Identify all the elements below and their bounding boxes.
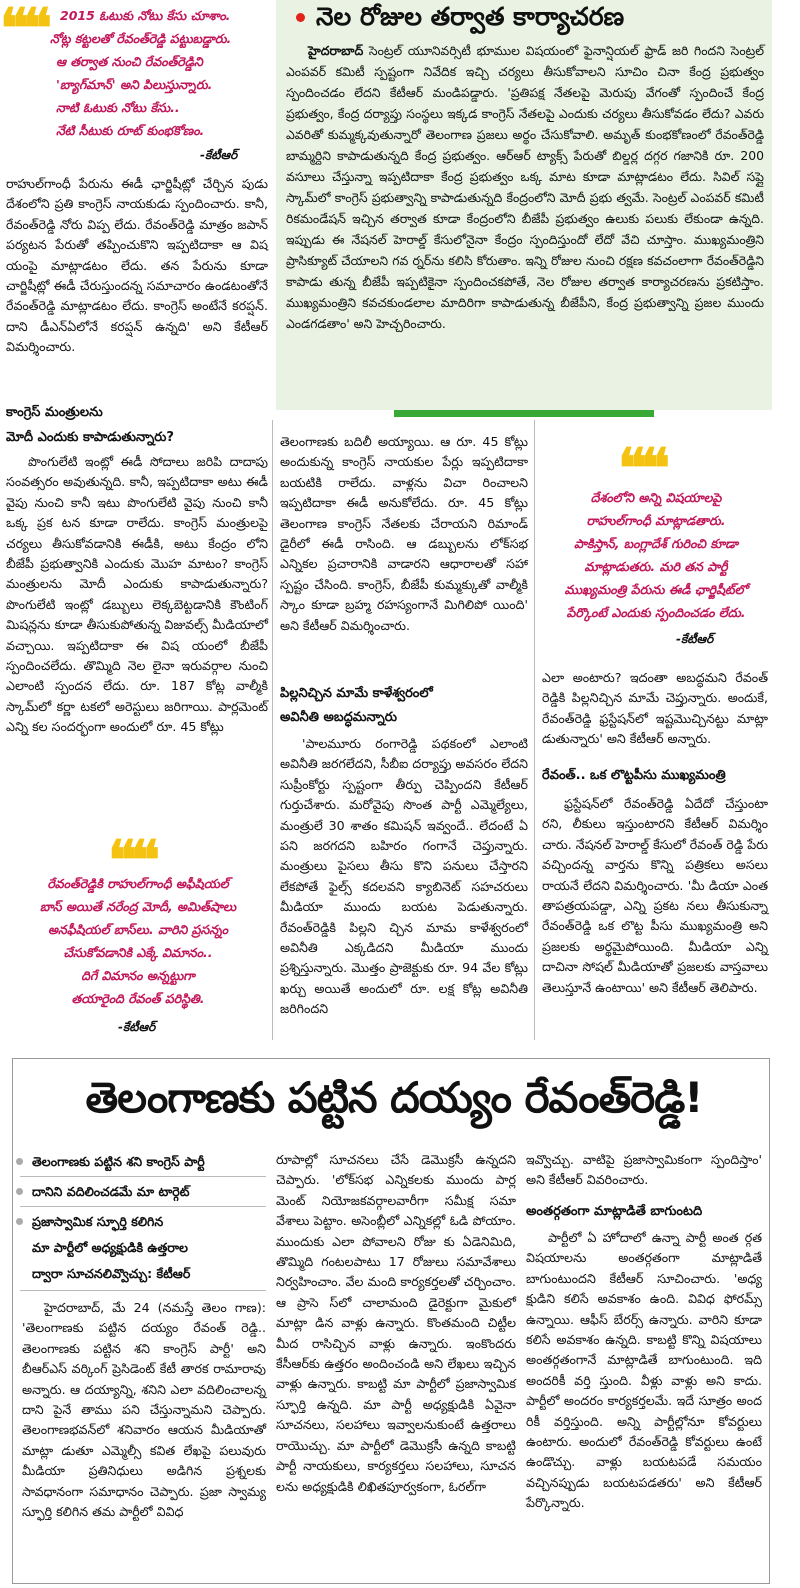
- col1-text-2: పొంగులేటి ఇంట్లో ఈడీ సోదాలు జరిపి దాదాపు సంవత్సరం అవుతున్నది. కానీ, ఇప్పటిదాకా అటు ఈడీ వైపు నుంచి కానీ ఇటు పొంగులేటి వైపు నుంచి కానీ ఒక్క ప్రక టన కూడా రాలేదు. కాంగ్రెస్ మంత్రులపై చర్యలు తీసుకోవడానికి ఈడీకి, అటు కేంద్రం లోని బీజేపీ ప్రభుత్వానికి ఎందుకు మొహ మాటం? కాంగ్రెస్ మంత్రులను మోదీ ఎందుకు కాపాడుతున్నారు? పొంగులేటి ఇంట్లో డబ్బులు లెక్కబెట్టడానికి కౌంటింగ్ మిషన్లను కూడా తీసుకుపోతున్న విజువల్స్ మీడియాలో వచ్చాయి. ఇప్పటిదాకా ఈ విష యంలో బీజేపీ స్పందించలేదు. తొమ్మిది నెల లైనా ఇరువర్గాల నుంచి ఎలాంటి స్పందన లేదు. రూ. 187 కోట్ల వాల్మీకి స్కామ్‌లో కర్ణా టకలో అరెస్టులు జరిగాయి. పార్లమెంట్ ఎన్ని కల సందర్భంగా అందులో రూ. 45 కోట్లు: [6, 454, 268, 735]
- col2-text-2: 'పాలమూరు రంగారెడ్డి పథకంలో ఎలాంటి అవినీతి జరగలేదని, సీబీఐ దర్యాప్తు అవసరం లేదని సుప్రీంకోర్టు స్పష్టంగా తీర్పు చెప్పిందని కేటీఆర్ గుర్తుచేశారు. మరోవైపు సొంత పార్టీ ఎమ్మెల్యేలు, మంత్రులే 30 శాతం కమిషన్ ఇవ్వందే.. లేదంటే ఏ పని జరగదని బహిరం గంగానే చెప్తున్నారు. మంత్రులు పైసలు తీసు కొని పనులు చేస్తారని లేకపోతే ఫైల్స్ కదలవని క్యాబినెట్ సహచరులు మీడియా ముందు బయట పెడుతున్నారు. రేవంత్‌రెడ్డికి పిల్లని చ్చిన మామ కాళేశ్వరంలో అవినీతి ఎక్కడిదని మీడియా ముందు ప్రశ్నిస్తున్నారు. మొత్తం ప్రాజెక్టుకు రూ. 94 వేల కోట్లు ఖర్చు అయితే అందులో రూ. లక్ష కోట్ల అవినీతి జరిగిందని: [280, 736, 528, 1017]
- pull-quote-3-line: ముఖ్యమంత్రి పేరును ఈడీ ఛార్జిషీట్‌లో: [564, 582, 748, 597]
- quote-mark-3: ❝❝: [618, 436, 665, 500]
- col3-text-1: ఎలా అంటారు? ఇదంతా అబద్ధమని రేవంత్ రెడ్డికి పిల్లనిచ్చిన మామే చెప్తున్నారు. అందుకే, రేవంత్‌రెడ్డి ఫ్రస్టేషన్‌లో ఇష్టమొచ్చినట్టు మాట్లా డుతున్నారు' అని కేటీఆర్ అన్నారు.: [542, 670, 768, 747]
- pull-quote-3-line: మాట్లాడుతరు. మరి తన పార్టీ: [584, 559, 728, 574]
- bullet-dot-icon: [16, 1188, 23, 1195]
- bullet-dot-icon: [16, 1158, 23, 1165]
- bottom-bullet-text: ద్వారా సూచనలివ్వొచ్చు: కేటీఆర్: [32, 1266, 191, 1281]
- bullet-divider: [20, 1206, 266, 1207]
- bottom-bullet-text: ప్రజాస్వామిక స్ఫూర్తి కలిగిన: [32, 1214, 164, 1229]
- quote-mark-2: ❝❝: [108, 828, 155, 892]
- main-story-underline: [394, 410, 654, 417]
- col2-subheading-1: పిల్లనిచ్చిన మామే కాళేశ్వరంలో: [280, 686, 433, 701]
- headline-bullet: [296, 13, 305, 22]
- bottom-bullet: [32, 1212, 163, 1232]
- pull-quote-2-line: చేసుకోవడానికి ఎక్కే విమానం..: [63, 945, 213, 960]
- col1-text-1: రాహుల్‌గాంధీ పేరును ఈడీ ఛార్జిషీట్లో చేర్చిన పుడు దేశంలోని ప్రతి కాంగ్రెస్ నాయకుడు స్పందించారు. కానీ, రేవంత్‌రెడ్డి నోరు విప్ప లేదు. రేవంత్‌రెడ్డి మాత్రం జపాన్ పర్యటన పేరుతో తప్పించుకొని ఇప్పటిదాకా ఆ విష యంపై మాట్లాడటం లేదు. తన పేరును కూడా చార్జిషీట్లో ఈడీ చేరుస్తుందన్న సమాచారం ఉండటంతోనే రేవంత్‌రెడ్డి మాట్లాడటం లేదు. కాంగ్రెస్ అంటేనే కరప్షన్. దాని డీఎన్ఏలోనే కరప్షన్ ఉన్నది' అని కేటీఆర్ విమర్శించారు.: [6, 176, 268, 355]
- col1-subheading-2: మోదీ ఎందుకు కాపాడుతున్నారు?: [6, 430, 174, 445]
- pull-quote-2-line: బాస్ అయితే నరేంద్ర మోదీ, అమిత్‌షాలు: [39, 899, 237, 914]
- col3-text-2: ఫ్రస్టేషన్‌లో రేవంత్‌రెడ్డి ఏదేదో చేస్తుంటా రని, లీకులు ఇస్తుంటారని కేటీఆర్ విమర్శిం చారు. నేషనల్ హెరాల్డ్ కేసులో రేవంత్ రెడ్డి పేరు వచ్చిందన్న వార్తను కొన్ని పత్రికలు అసలు రాయనే లేదని విమర్శించారు. 'మీ డియా ఎంత తాపత్రయపడ్డా, ఎన్ని ప్రకట నలు తీసుకున్నా రేవంత్‌రెడ్డి ఒక లొట్ట పీసు ముఖ్యమంత్రి అని ప్రజలకు అర్థమైపోయింది. మీడియా ఎన్ని దాచినా సోషల్ మీడియాతో ప్రజలకు వాస్తవాలు తెలుస్తూనే ఉంటాయి' అని కేటీఆర్ తెలిపారు.: [542, 796, 768, 995]
- pull-quote-3: [540, 486, 772, 624]
- pull-quote-1-line: నాటి ఓటుకు నోటు కేసు..: [56, 100, 180, 115]
- bottom-bullet-text: తెలంగాణకు పట్టిన శని కాంగ్రెస్ పార్టీ: [32, 1154, 205, 1169]
- bullet-divider: [20, 1176, 266, 1177]
- bottom-col3-text-2: పార్టీలో ఏ హోదాలో ఉన్నా పార్టీ అంత ర్గత విషయాలను అంతర్గతంగా మాట్లాడితే బాగుంటుందని కేటీఆర్ సూచించారు. 'అధ్య క్షుడిని కలిసే అవకాశం ఉంది. వివిధ ఫోరమ్స్ ఉన్నాయి. ఆఫీస్ బేరర్స్ ఉన్నారు. వారిని కూడా కలిసే అవకాశం ఉన్నది. కాబట్టి కొన్ని విషయాలు అంతర్గతంగానే మాట్లాడితే బాగుంటుంది. ఇది అందరికీ వర్తి స్తుంది. వీళ్లు వాళ్లు అని కాదు. పార్టీలో అందరం కార్యకర్తలమే. ఇదే సూత్రం అంద రికీ వర్తిస్తుంది. అన్ని పార్టీల్లోనూ కోవర్టులు ఉంటారు. అందులో రేవంత్‌రెడ్డి కోవర్టులు ఉంటే ఉండొచ్చు. వాళ్లు బయటపడే సమయం వచ్చినప్పుడు బయటపడతరు' అని కేటీఆర్ పేర్కొన్నారు.: [526, 1230, 762, 1511]
- bottom-col3-text-1: ఇవ్వొచ్చు. వాటిపై ప్రజాస్వామికంగా స్పందిస్తాం' అని కేటీఆర్ వివరించారు.: [526, 1152, 762, 1188]
- pull-quote-1: [50, 4, 274, 142]
- main-story-headline: నెల రోజుల తర్వాత కార్యాచరణ: [316, 2, 625, 31]
- pull-quote-2-line: తయారైంది రేవంత్ పరిస్థితి.: [71, 991, 205, 1006]
- column-divider: [534, 420, 535, 1040]
- col1-subheading-1: కాంగ్రెస్ మంత్రులను: [6, 405, 103, 420]
- pull-quote-3-line: రాహుల్‌గాంధీ మాట్లాడతారు.: [586, 513, 726, 528]
- bottom-story-headline: తెలంగాణకు పట్టిన దయ్యం రేవంత్‌రెడ్డి!: [85, 1073, 703, 1122]
- bottom-bullet: [32, 1152, 205, 1172]
- pull-quote-1-line: నేటి సీటుకు రూట్ కుంభకోణం.: [56, 123, 205, 138]
- bottom-bullet: [32, 1182, 189, 1202]
- col3-subheading: రేవంత్.. ఒక లొట్టపీసు ముఖ్యమంత్రి: [542, 768, 726, 783]
- bullet-divider: [20, 1290, 266, 1291]
- pull-quote-1-signature: -కేటీఆర్: [200, 148, 238, 162]
- pull-quote-1-line: 2015 ఓటుకు నోటు కేసు చూశాం.: [60, 8, 231, 23]
- bottom-bullet-continued: [32, 1264, 190, 1284]
- bottom-col1-text: హైదరాబాద్, మే 24 (నమస్తే తెలం గాణ): 'తెలంగాణకు పట్టిన దయ్యం రేవంత్ రెడ్డి.. తెలంగాణకు పట్టిన శని కాంగ్రెస్ పార్టీ' అని బీఆర్ఎస్ వర్కింగ్ ప్రెసిడెంట్ కేటీ తారక రామారావు అన్నారు. ఆ దయ్యాన్ని, శనిని ఎలా వదిలించాలన్న దాని పైనే తాము పని చేస్తున్నామని చెప్పారు. తెలంగాణభవన్‌లో శనివారం ఆయన మీడియాతో మాట్లా డుతూ ఎమ్మెల్సీ కవిత లేఖపై పలువురు మీడియా ప్రతినిధులు అడిగిన ప్రశ్నలకు సావధానంగా సమాధానం చెప్పారు. ప్రజా స్వామ్య స్ఫూర్తి కలిగిన తమ పార్టీలో వివిధ: [22, 1300, 266, 1520]
- bottom-bullet-text: దానిని వదిలించడమే మా టార్గెట్: [32, 1184, 190, 1199]
- pull-quote-2-line: దిగే విమానం అన్నట్టుగా: [81, 968, 195, 983]
- pull-quote-3-line: పేర్కొంటే ఎందుకు స్పందించడం లేదు.: [566, 605, 746, 620]
- pull-quote-1-line: ఆ తర్వాత నుంచి రేవంత్‌రెడ్డిని: [56, 54, 203, 69]
- bottom-col3-subheading: అంతర్గతంగా మాట్లాడితే బాగుంటది: [526, 1204, 703, 1219]
- col2-subheading-2: అవినీతి అబద్ధమన్నారు: [280, 710, 398, 725]
- pull-quote-2-signature: -కేటీఆర్: [118, 1020, 156, 1034]
- pull-quote-3-signature: -కేటీఆర్: [676, 632, 714, 646]
- pull-quote-3-line: పాకిస్తాన్, బంగ్లాదేశ్ గురించి కూడా: [573, 536, 738, 551]
- pull-quote-2-line: రేవంత్‌రెడ్డికి రాహుల్‌గాంధీ అఫీషియల్: [47, 876, 229, 891]
- bottom-bullet-continued: [32, 1238, 188, 1258]
- bottom-bullet-text: మా పార్టీలో అధ్యక్షుడికి ఉత్తరాల: [32, 1240, 188, 1255]
- bullet-dot-icon: [16, 1218, 23, 1225]
- pull-quote-1-line: 'బ్యాగ్‌మాన్' అని పిలుస్తున్నారు.: [56, 77, 213, 92]
- pull-quote-3-line: దేశంలోని అన్ని విషయాలపై: [590, 490, 722, 505]
- main-story-dateline: హైదరాబాద్: [308, 43, 364, 58]
- column-divider: [272, 420, 273, 1040]
- pull-quote-1-line: నోట్ల కట్టలతో రేవంత్‌రెడ్డి పట్టుబడ్డారు.: [50, 31, 232, 46]
- pull-quote-2: [6, 872, 270, 1010]
- main-story-body: [286, 40, 764, 334]
- bottom-col2-text: రూపాల్లో సూచనలు చేసే డెమొక్రసీ ఉన్నదని చెప్పారు. 'లోక్‌సభ ఎన్నికలకు ముందు పార్ల మెంట్ నియోజకవర్గాలవారీగా సమీక్ష సమా వేశాలు పెట్టాం. అసెంబ్లీలో ఎన్నికల్లో ఓడి పోయాం. ముందుకు ఎలా పోవాలని రోజు కు ఏడెనిమిది, తొమ్మిది గంటలపాటు 17 రోజులు సమావేశాలు నిర్వహించాం. వేల మంది కార్యకర్తలతో చర్చించాం. ఆ ప్రాసె స్‌లో చాలామంది డైరెక్టుగా మైకులో మాట్లా డిన వాళ్లు ఉన్నారు. కొంతమంది చిట్టీల మీద రాసిచ్చిన వాళ్లు ఉన్నారు. ఇంకొందరు కేసీఆర్‌కు ఉత్తరం అందించండి అని లేఖలు ఇచ్చిన వాళ్లు ఉన్నారు. కాబట్టి మా పార్టీలో ప్రజాస్వామిక స్ఫూర్తి ఉన్నది. మా పార్టీ అధ్యక్షుడికి ఏవైనా సూచనలు, సలహాలు ఇవ్వాలనుకుంటే ఉత్తరాలు రాయొచ్చు. మా పార్టీలో డెమొక్రసీ ఉన్నది కాబట్టి పార్టీ నాయకులు, కార్యకర్తలు సలహాలు, సూచన లను అధ్యక్షుడికి లిఖితపూర్వకంగా, ఓరల్‌గా: [276, 1152, 516, 1494]
- pull-quote-2-line: అనఫీషియల్ బాస్‌లు. వారిని ప్రసన్నం: [48, 922, 228, 937]
- quote-mark-1: ❝❝: [0, 0, 47, 60]
- col2-text-1: తెలంగాణకు బదిలీ అయ్యాయి. ఆ రూ. 45 కోట్లు అందుకున్న కాంగ్రెస్ నాయకుల పేర్లు ఇప్పటిదాకా బయటికి రాలేదు. వాళ్లను విచా రించాలని ఇప్పటిదాకా ఈడీ అనుకోలేదు. రూ. 45 కోట్లు తెలంగాణ కాంగ్రెస్ నేతలకు చేరాయని రిమాండ్ డైరీలో ఈడీ రాసింది. ఆ డబ్బులను లోక్‌సభ ఎన్నికల ప్రచారానికి వాడారని ఆధారాలతో సహా స్పష్టం చేసింది. కాంగ్రెస్, బీజేపీ కుమ్మక్కుతో వాల్మీకి స్కాం కూడా బ్రహ్మ రహస్యంగానే మిగిలిపో యింది' అని కేటీఆర్ విమర్శించారు.: [280, 434, 528, 633]
- main-story-text: సెంట్రల్ యూనివర్సిటీ భూముల విషయంలో ఫైనాన్షియల్ ఫ్రాడ్ జరి గిందని సెంట్రల్ ఎంపవర్ కమిటీ స్పష్టంగా నివేదిక ఇచ్చి చర్యలు తీసుకోవాలని సూచిం చినా కేంద్ర ప్రభుత్వం స్పందించడం లేదని కేటీఆర్ మండిపడ్డారు. 'ప్రతిపక్ష నేతలపై మెరుపు వేగంతో స్పందించే కేంద్ర ప్రభుత్వం, కేంద్ర దర్యాప్తు సంస్థలు ఇక్కడ కాంగ్రెస్ నేతలపై ఎందుకు చర్యలు తీసుకోవడం లేదు? ఎవరు ఎవరితో కుమ్మక్కవుతున్నారో తెలంగాణ ప్రజలు అర్థం చేసుకోవాలి. అమృత్ కుంభకోణంలో రేవంత్‌రెడ్డి బామ్మర్దిని కాపాడుతున్నది కేంద్ర ప్రభుత్వం. ఆర్‌ఆర్ ట్యాక్స్ పేరుతో బిల్డర్ల దగ్గర గజానికి రూ. 200 వసూలు చేస్తున్నా ఇప్పటిదాకా కేంద్ర ప్రభుత్వం ఒక్క మాట కూడా మాట్లాడటం లేదు. సివిల్ సప్లై స్కామ్‌లో కాంగ్రెస్ ప్రభుత్వాన్ని కాపాడుతున్నది కేంద్రంలోని మోదీ ప్రభు త్వమే. సెంట్రల్ ఎంపవర్ కమిటీ రికమండేషన్ ఇచ్చిన తర్వాత కూడా కేంద్రంలోని బీజేపీ ప్రభుత్వం ఉలుకు పలుకు లేకుండా ఉన్నది. ఇప్పుడు ఈ నేషనల్ హెరాల్డ్ కేసులోనైనా కేంద్రం స్పందిస్తుందో లేదో వేచి చూస్తాం. ముఖ్యమంత్రిని ప్రాసిక్యూట్ చేయాలని గవ ర్నర్‌ను కలిసి కోరుతాం. ఇన్ని రోజుల నుంచి రక్షణ కవచంలాగా రేవంత్‌రెడ్డిని కాపాడు తున్న బీజేపీ ఇప్పటికైనా స్పందించకపోతే, నెల రోజుల తర్వాత కార్యాచరణను ప్రకటిస్తాం. ముఖ్యమంత్రిని కవచకుండలాల మాదిరిగా కాపాడుతున్న బీజేపీని, కేంద్ర ప్రభుత్వాన్ని ప్రజల ముందు ఎండగడతాం' అని హెచ్చరించారు.: [286, 43, 764, 331]
